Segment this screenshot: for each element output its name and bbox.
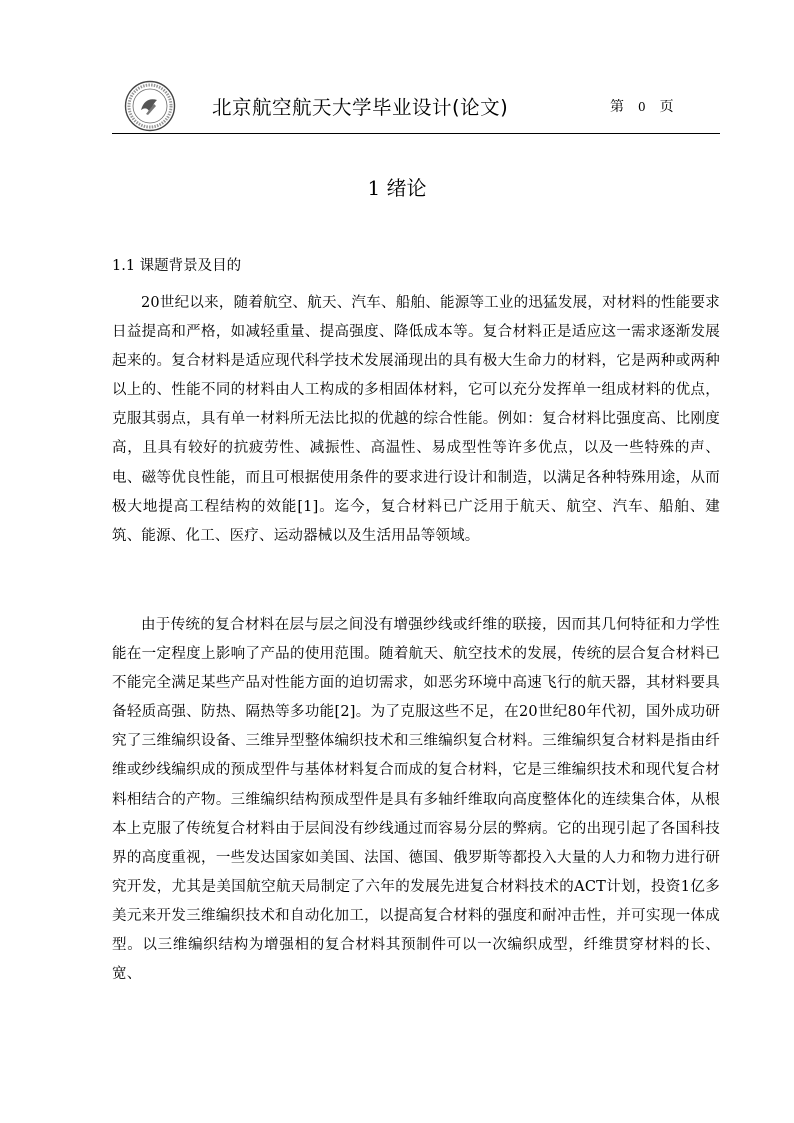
chapter-title: 1 绪论 [367,176,427,200]
page-header [112,78,720,134]
section-heading: 1.1 课题背景及目的 [112,258,242,274]
body-paragraph-1: 20世纪以来，随着航空、航天、汽车、船舶、能源等工业的迅猛发展，对材料的性能要求日益提高和严格，如减轻重量、提高强度、降低成本等。复合材料正是适应这一需求逐渐发展起来的。复合材料是适应现代科学技术发展涌现出的具有极大生命力的材料，它是两种或两种以上的、性能不同的材料由人工构成的多相固体材料，它可以充分发挥单一组成材料的优点，克服其弱点，具有单一材料所无法比拟的优越的综合性能。例如：复合材料比强度高、比刚度高，且具有较好的抗疲劳性、减振性、高温性、易成型性等许多优点，以及一些特殊的声、电、磁等优良性能，而且可根据使用条件的要求进行设计和制造，以满足各种特殊用途，从而极大地提高工程结构的效能[1]。迄今，复合材料已广泛用于航天、航空、汽车、船舶、建筑、能源、化工、医疗、运动器械以及生活用品等领域。 [112,295,720,544]
page-number: 0 [638,100,646,114]
header-divider [112,133,720,134]
university-seal-icon [124,80,176,132]
university-title: 北京航空航天大学毕业设计(论文) [212,96,509,119]
page-suffix: 页 [659,99,674,115]
page-number-label [610,96,674,116]
body-paragraph-2: 由于传统的复合材料在层与层之间没有增强纱线或纤维的联接，因而其几何特征和力学性能在一定程度上影响了产品的使用范围。随着航天、航空技术的发展，传统的层合复合材料已不能完全满足某些产品对性能方面的迫切需求，如恶劣环境中高速飞行的航天器，其材料要具备轻质高强、防热、隔热等多功能[2]。为了克服这些不足，在20世纪80年代初，国外成功研究了三维编织设备、三维异型整体编织技术和三维编织复合材料。三维编织复合材料是指由纤维或纱线编织成的预成型件与基体材料复合而成的复合材料，它是三维编织技术和现代复合材料相结合的产物。三维编织结构预成型件是具有多轴纤维取向高度整体化的连续集合体，从根本上克服了传统复合材料由于层间没有纱线通过而容易分层的弊病。它的出现引起了各国科技界的高度重视，一些发达国家如美国、法国、德国、俄罗斯等都投入大量的人力和物力进行研究开发，尤其是美国航空航天局制定了六年的发展先进复合材料技术的ACT计划，投资1亿多美元来开发三维编织技术和自动化加工，以提高复合材料的强度和耐冲击性，并可实现一体成型。以三维编织结构为增强相的复合材料其预制件可以一次编织成型，纤维贯穿材料的长、宽、 [112,617,720,983]
page-prefix: 第 [610,99,624,115]
